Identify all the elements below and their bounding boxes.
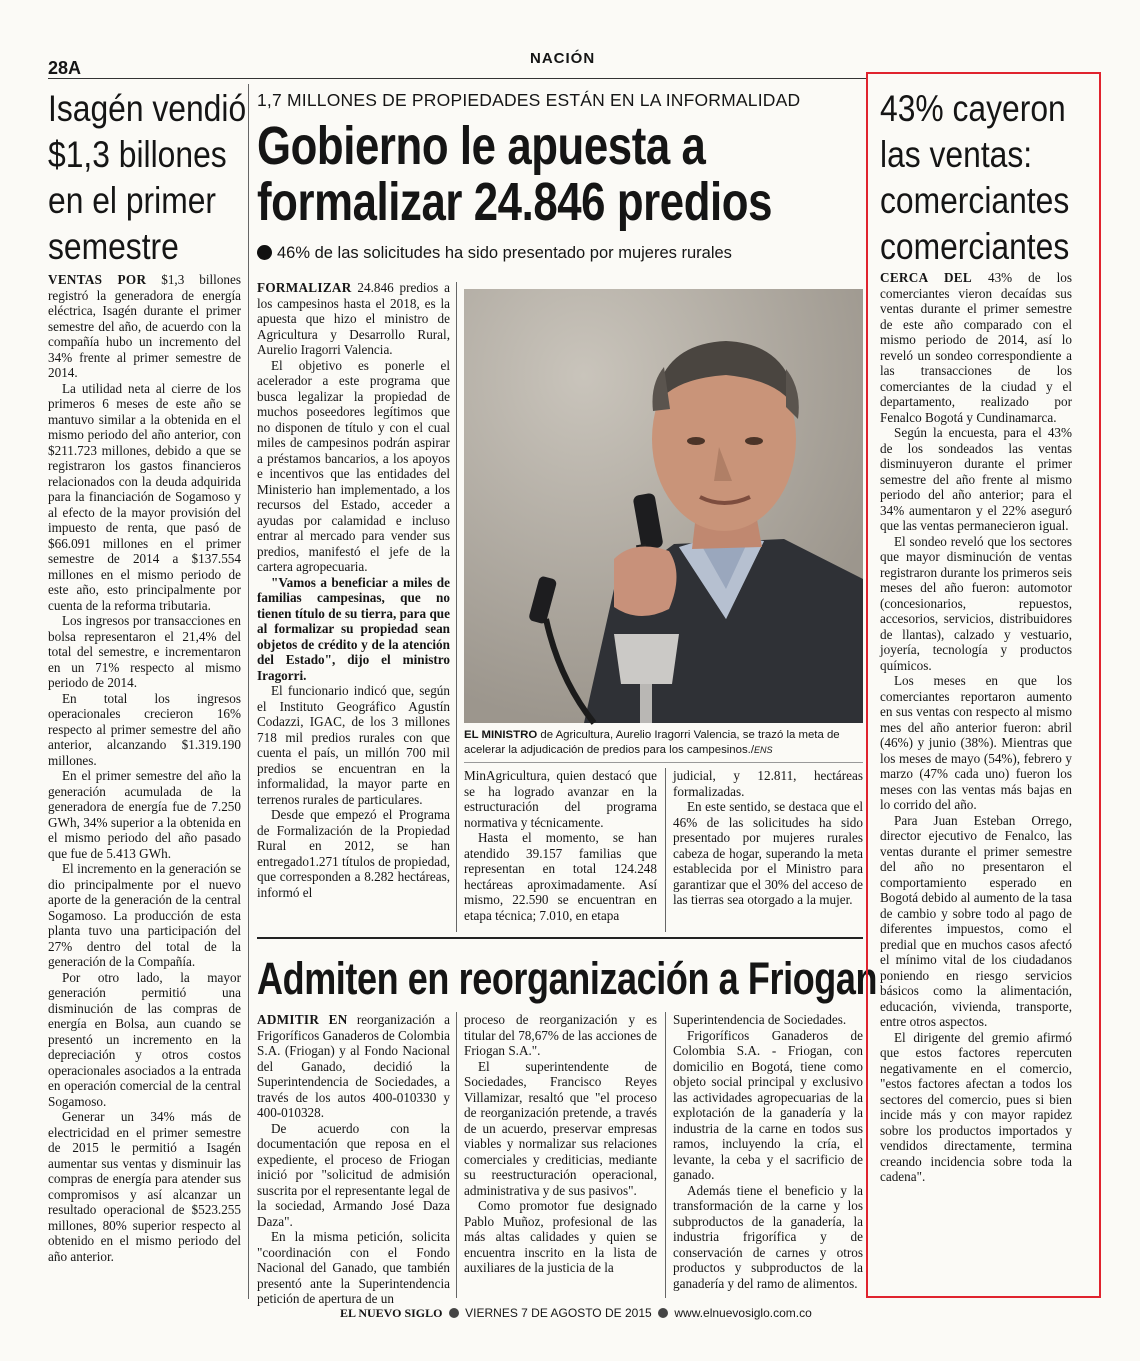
- paragraph: judicial, y 12.811, hectáreas formalizadas.: [673, 768, 863, 799]
- paragraph: $1,3 billones registró la generadora de energía eléctrica, Isagén durante el primer semestre del año, de acuerdo con la compañía hubo un incremento del 34% frente al primer semestre de 2014.: [48, 272, 241, 380]
- paragraph: reorganización a Frigoríficos Ganaderos de Colombia S.A. (Friogan) y al Fondo Nacional del Ganado, decidió la Superintendencia de Sociedades, a través de los autos 400-010330 y 400-010328.: [257, 1012, 451, 1120]
- column-divider: [456, 1012, 457, 1298]
- left-article-lead: VENTAS POR: [48, 272, 147, 287]
- paragraph: De acuerdo con la documentación que reposa en el expediente, el proceso de Friogan inició por "solicitud de admisión suscrita por el representante legal de la sociedad, Armando José Daza Daza".: [257, 1120, 450, 1229]
- left-title-line: $1,3 billones: [48, 134, 227, 175]
- paragraph: 24.846 predios a los campesinos hasta el 2018, es la apuesta que hizo el ministro de Agricultura y Desarrollo Rural, Aurelio Iragorri Valencia.: [257, 280, 450, 357]
- left-title-line: semestre: [48, 226, 179, 267]
- paragraph: Por otro lado, la mayor generación permitió una disminución de las compras de energía en Bolsa, aun cuando se presentó un incremento en la depreciación y otros costos operacionales asociados a la entrada en operación comercial de la central Sogamoso.: [48, 969, 241, 1109]
- footer: [340, 1306, 860, 1321]
- paragraph: Frigoríficos Ganaderos de Colombia S.A. - Friogan, con domicilio en Bogotá, tiene como objeto social principal y exclusivo las actividades agropecuarias de la explotación de la ganadería y la industria de la carne en todos sus ramos, incluyendo la cría, el levante, la ceba y el sacrificio de ganado.: [673, 1027, 863, 1182]
- left-article-body: [48, 272, 241, 1297]
- main-article-col2: [464, 768, 657, 928]
- main-headline-line: Gobierno le apuesta a: [257, 116, 706, 176]
- column-divider: [456, 282, 457, 932]
- article-separator: [257, 937, 863, 939]
- main-headline: [257, 118, 957, 230]
- paragraph: Superintendencia de Sociedades.: [673, 1012, 847, 1027]
- right-article-title: [880, 86, 1140, 270]
- bullet-icon: [449, 1308, 459, 1318]
- paragraph: En la misma petición, solicita "coordinación con el Fondo Nacional del Ganado, que también presentó ante la Superintendencia petición de apertura de un: [257, 1229, 450, 1306]
- paragraph: En total los ingresos operacionales crecieron 16% respecto al primer semestre del año anterior, alcanzando $1.319.190 millones.: [48, 690, 241, 768]
- left-article: [48, 84, 247, 1299]
- paragraph: Para Juan Esteban Orrego, director ejecutivo de Fenalco, las ventas durante el primer semestre del año no presentaron el comportamiento esperado en Bogotá debido al aumento de la tasa de cambio y sobre todo al pago de diferentes impuestos, como el predial que en muchos casos afectó el mínimo vital de los ciudadanos poniendo en riesgo servicios básicos como la alimentación, educación, vivienda, transporte, entre otros aspectos.: [880, 812, 1072, 1029]
- friogan-lead: ADMITIR EN: [257, 1012, 348, 1027]
- main-subhead: [257, 244, 732, 263]
- footer-logo: EL NUEVO SIGLO: [340, 1306, 443, 1320]
- paragraph: Desde que empezó el Programa de Formalización de la Propiedad Rural en 2012, se han entregado1.271 títulos de propiedad, que corresponden a 8.282 hectáreas, informó el: [257, 807, 451, 900]
- minister-photo: [464, 289, 863, 723]
- main-subhead-text: 46% de las solicitudes ha sido presentado por mujeres rurales: [277, 244, 732, 262]
- right-title-line: comerciantes: [880, 226, 1070, 267]
- bullet-icon: [658, 1308, 668, 1318]
- caption-rule: [464, 762, 863, 763]
- footer-date: VIERNES 7 DE AGOSTO DE 2015: [465, 1306, 652, 1320]
- right-title-line: 43% cayeron: [880, 88, 1066, 129]
- page-number: 28A: [48, 58, 82, 78]
- main-headline-line: formalizar 24.846 predios: [257, 172, 772, 232]
- paragraph: El superintendente de Sociedades, Francisco Reyes Villamizar, resaltó que "el proceso de reorganización pretende, a través de un acuerdo, preservar empresas viables y normalizar sus relaciones comerciales y crediticias, mediante su reestructuración operacional, administrativa y de sus pasivos".: [464, 1058, 657, 1198]
- bullet-icon: [257, 245, 272, 260]
- paragraph: MinAgricultura, quien destacó que se ha logrado avanzar en la estructuración del programa normativa y técnicamente.: [464, 768, 657, 830]
- main-kicker: 1,7 MILLONES DE PROPIEDADES ESTÁN EN LA INFORMALIDAD: [257, 90, 801, 110]
- photo-caption: [464, 728, 863, 758]
- paragraph: El sondeo reveló que los sectores que mayor disminución de ventas registraron durante los primeros seis meses del año fueron: automotor (concesionarios, repuestos, accesorios, servicios, distribuidores de llantas), calzado y vestuario, joyería, tecnología y productos químicos.: [880, 533, 1072, 673]
- main-article-lead: FORMALIZAR: [257, 280, 352, 295]
- right-article-lead: CERCA DEL: [880, 270, 972, 285]
- caption-text: de Agricultura, Aurelio Iragorri Valencia, se trazó la meta de acelerar la adjudicación de predios para los campesinos./: [464, 729, 840, 756]
- paragraph: 43% de los comerciantes vieron decaídas sus ventas durante el primer semestre de este año comparado con el mismo periodo de 2014, así lo reveló un sondeo correspondiente a las transacciones de los comerciantes de la ciudad y el departamento, realizado por Fenalco Bogotá y Cundinamarca.: [880, 270, 1072, 425]
- paragraph: Generar un 34% más de electricidad en el primer semestre de 2015 le permitió a Isagén aumentar sus ventas y disminuir las compras de energía para atender sus compromisos y así alcanzar un resultado operacional de $523.255 millones, 80% superior respecto al obtenido en el mismo periodo del año anterior.: [48, 1109, 241, 1264]
- paragraph: Además tiene el beneficio y la transformación de la carne y los subproductos de la ganadería, la industria frigorífica y de conservación de carnes y otros productos y subproductos de la ganadería y del ramo de alimentos.: [673, 1182, 863, 1291]
- left-title-line: Isagén vendió: [48, 88, 247, 129]
- caption-credit: ENS: [754, 745, 773, 755]
- friogan-col1: [257, 1012, 451, 1306]
- paragraph: La utilidad neta al cierre de los primeros 6 meses de este año se mantuvo similar a la obtenida en el mismo periodo del año anterior, con $211.723 millones, debido a que se registraron los gastos financieros relacionados con la deuda adquirida para la financiación de Sogamoso y al efecto de la mayor provisión del impuesto de renta, que pasó de $66.091 millones en el primer semestre de 2014 a $137.554 millones en el mismo periodo de este año, esto principalmente por cuenta de la reforma tributaria.: [48, 380, 241, 613]
- paragraph: En este sentido, se destaca que el 46% de las solicitudes ha sido presentado por mujeres rurales cabeza de hogar, superando la meta establecida por el Ministro para garantizar que el 30% del acceso de las tierras sea otorgado a la mujer.: [673, 799, 863, 907]
- paragraph: El objetivo es ponerle el acelerador a este programa que busca legalizar la propiedad de muchos poseedores legítimos que no disponen de título y con el cual miles de campesinos podrán aspirar a préstamos bancarios, a los apoyos e incentivos que las entidades del Ministerio han implementado, a los recursos del Estado, acceder a ayudas por calamidad e incluso entrar al mercado para vender sus predios, manifestó el jefe de la cartera agropecuaria.: [257, 357, 450, 574]
- column-divider: [665, 1012, 666, 1298]
- paragraph: El incremento en la generación se dio principalmente por el nuevo aporte de la generación de la central Sogamoso. La producción de esta planta tuvo una participación del 27% dentro del total de la generación de la Compañía.: [48, 861, 241, 969]
- left-title-line: en el primer: [48, 180, 217, 221]
- paragraph: Los ingresos por transacciones en bolsa representaron el 21,4% del total del semestre, e incrementaron en un 71% respecto al mismo periodo de 2014.: [48, 613, 241, 690]
- friogan-headline: Admiten en reorganización a Friogan: [257, 953, 878, 1004]
- paragraph: Hasta el momento, se han atendido 39.157 familias que representan en total 124.248 hectáreas aproximadamente. Así mismo, 22.590 se encuentran en etapa técnica; 7.010, en etapa: [464, 830, 657, 923]
- main-article-col3: [673, 768, 863, 928]
- column-divider: [665, 768, 666, 932]
- paragraph: Según la encuesta, para el 43% de los sondeados las ventas disminuyeron durante el primer semestre del año frente al mismo periodo del año anterior; para el 34% aumentaron y el 22% aseguró que las ventas permanecieron igual.: [880, 425, 1072, 533]
- main-article-col1: [257, 280, 450, 928]
- header-rule: [48, 78, 866, 79]
- column-divider: [248, 84, 249, 1299]
- minister-illustration: [464, 289, 863, 723]
- friogan-col2: [464, 1012, 657, 1297]
- footer-url: www.elnuevosiglo.com.co: [674, 1306, 812, 1320]
- quote-paragraph: "Vamos a beneficiar a miles de familias campesinas, que no tienen título de su tierra, para que al formalizar su propiedad sean objetos de crédito y de la atención del Estado", dijo el ministro Iragorri.: [257, 574, 450, 683]
- paragraph: proceso de reorganización y es titular del 78,67% de las acciones de Friogan S.A.".: [464, 1012, 657, 1058]
- friogan-col3: [673, 1012, 863, 1297]
- section-name: NACIÓN: [530, 50, 596, 67]
- paragraph: En el primer semestre del año la generación acumulada de la generadora de energía fue de 7.250 GWh, 34% superior a la obtenida en el mismo periodo del año pasado que fue de 5.413 GWh.: [48, 768, 241, 861]
- paragraph: Como promotor fue designado Pablo Muñoz, profesional de las más altas calidades y quien se encuentra inscrito en la lista de auxiliares de la justicia de la: [464, 1198, 657, 1275]
- caption-lead: EL MINISTRO: [464, 729, 538, 741]
- right-title-line: comerciantes: [880, 180, 1070, 221]
- paragraph: El dirigente del gremio afirmó que estos factores repercuten negativamente en el comercio, "estos factores afectan a todos los sectores del comercio, pues si bien incide más y con mayor rapidez sobre los productos importados y vendidos directamente, termina creando incidencia sobre toda la cadena".: [880, 1029, 1072, 1184]
- right-article-body: [880, 270, 1072, 1294]
- paragraph: Los meses en que los comerciantes reportaron aumento en sus ventas con respecto al mismo mes del año anterior fueron: abril (46%) y junio (38%). Mientras que los meses de mayo (54%), febrero y marzo (47% cada uno) fueron los meses con las ventas más bajas en lo corrido del año.: [880, 673, 1072, 812]
- right-title-line: las ventas:: [880, 134, 1033, 175]
- paragraph: El funcionario indicó que, según el Instituto Geográfico Agustín Codazzi, IGAC, de los 3 millones 718 mil predios rurales con que cuenta el país, un millón 700 mil predios se encuentran en la informalidad, la mayor parte en terrenos rurales de particulares.: [257, 683, 450, 807]
